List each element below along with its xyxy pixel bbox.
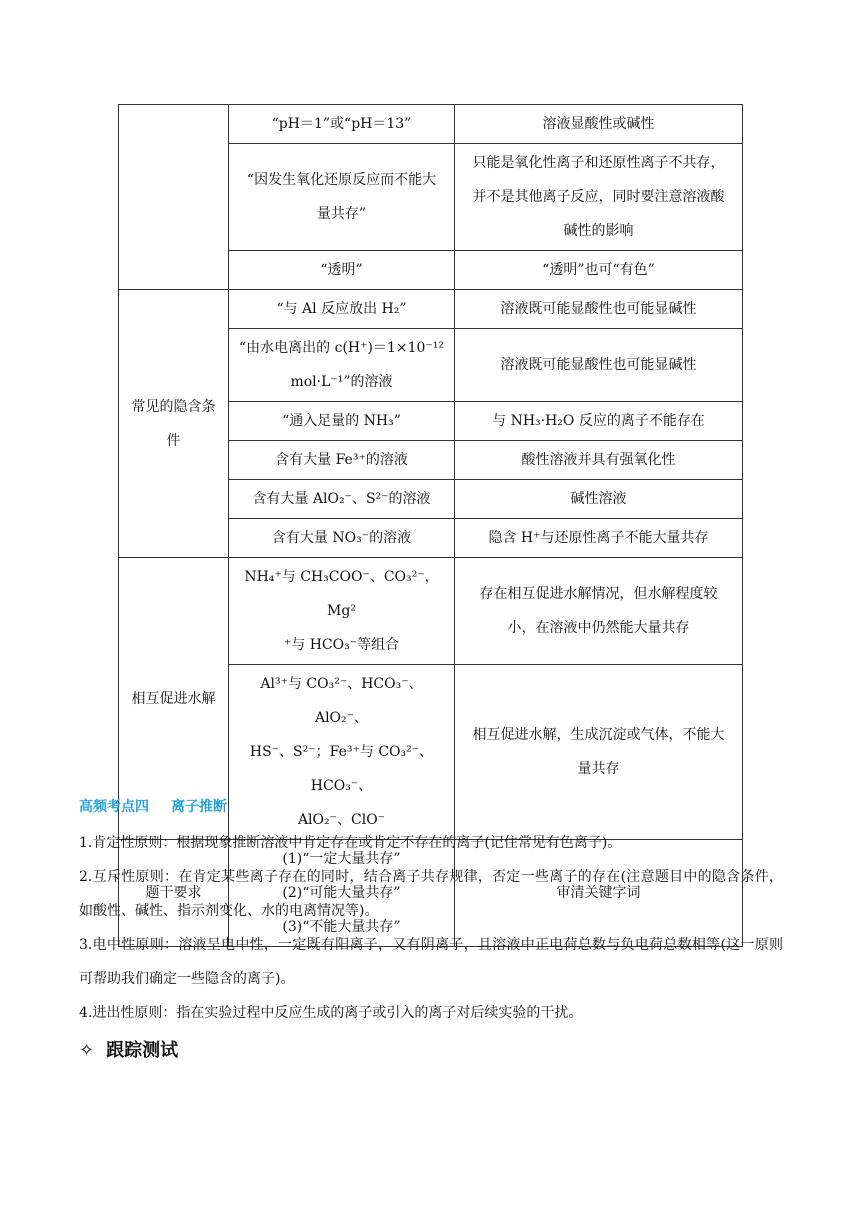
condition-text: 含有大量 Fe³⁺的溶液	[275, 452, 408, 468]
note-text: 与 NH₃·H₂O 反应的离子不能存在	[492, 413, 705, 429]
note-text: “透明”也可“有色”	[542, 262, 655, 278]
condition-cell	[229, 441, 455, 480]
tracking-test-title: 跟踪测试	[106, 1040, 179, 1061]
condition-text: NH₄⁺与 CH₃COO⁻、CO₃²⁻，Mg² ⁺与 HCO₃⁻等组合	[244, 569, 439, 653]
condition-cell	[229, 665, 455, 840]
condition-cell	[229, 329, 455, 402]
condition-text: “由水电离出的 c(H⁺)＝1×10⁻¹² mol·L⁻¹”的溶液	[238, 340, 445, 390]
condition-cell	[229, 402, 455, 441]
note-text: 存在相互促进水解情况，但水解程度较 小，在溶液中仍然能大量共存	[479, 586, 718, 636]
tracking-test-heading	[79, 1036, 178, 1062]
note-text: 溶液既可能显酸性也可能显碱性	[500, 301, 697, 317]
category-label: 相互促进水解	[131, 690, 216, 707]
condition-text: Al³⁺与 CO₃²⁻、HCO₃⁻、AlO₂⁻、 HS⁻、S²⁻；Fe³⁺与 CO₃²⁻、HCO₃⁻、 AlO₂⁻、ClO⁻	[249, 676, 434, 828]
note-text: 碱性溶液	[570, 491, 627, 507]
note-text: 溶液显酸性或碱性	[542, 116, 655, 132]
section-heading	[79, 796, 227, 816]
note-text: 审清关键字词	[556, 885, 641, 901]
condition-text: “通入足量的 NH₃”	[282, 413, 401, 429]
condition-text: “pH＝1”或“pH＝13”	[271, 116, 412, 132]
condition-text: 含有大量 AlO₂⁻、S²⁻的溶液	[252, 491, 431, 507]
condition-text: 含有大量 NO₃⁻的溶液	[271, 530, 412, 546]
diamond-star-icon: ✧	[79, 1040, 95, 1061]
note-cell	[455, 251, 743, 290]
category-label: 题干要求	[145, 885, 202, 901]
condition-cell	[229, 105, 455, 144]
note-cell	[455, 665, 743, 840]
note-cell	[455, 558, 743, 665]
note-cell	[455, 480, 743, 519]
note-text: 隐含 H⁺与还原性离子不能大量共存	[488, 530, 709, 546]
principle-paragraph: 4.进出性原则：指在实验过程中反应生成的离子或引入的离子对后续实验的干扰。	[79, 1005, 583, 1021]
condition-cell	[229, 480, 455, 519]
note-cell	[455, 519, 743, 558]
note-cell	[455, 329, 743, 402]
section-title: 离子推断	[171, 799, 227, 815]
note-cell	[455, 402, 743, 441]
note-text: 相互促进水解，生成沉淀或气体，不能大 量共存	[472, 727, 725, 777]
condition-cell	[229, 519, 455, 558]
note-cell	[455, 144, 743, 251]
principle-paragraph: 3.电中性原则：溶液呈电中性，一定既有阳离子，又有阴离子，且溶液中正电荷总数与负电荷总数相等(这一原则可帮助我们确定一些隐含的离子)。	[79, 937, 783, 987]
note-text: 只能是氧化性离子和还原性离子不共存， 并不是其他离子反应，同时要注意溶液酸 碱性的影响	[472, 155, 725, 239]
note-text: 酸性溶液并具有强氧化性	[521, 452, 676, 468]
condition-text: “透明”	[320, 262, 363, 278]
condition-text: “因发生氧化还原反应而不能大 量共存”	[246, 172, 437, 222]
table-row	[119, 558, 743, 665]
category-cell	[119, 105, 229, 290]
note-cell	[455, 290, 743, 329]
condition-text: (1)“一定大量共存” (2)“可能大量共存” (3)“不能大量共存”	[282, 851, 401, 935]
condition-cell	[229, 144, 455, 251]
ion-coexistence-table	[118, 104, 743, 947]
category-label: 常见的隐含条 件	[131, 398, 216, 449]
category-cell	[119, 290, 229, 558]
condition-text: “与 Al 反应放出 H₂”	[276, 301, 407, 317]
note-cell	[455, 441, 743, 480]
condition-cell	[229, 558, 455, 665]
principle-paragraph: 1.肯定性原则：根据现象推断溶液中肯定存在或肯定不存在的离子(记住常见有色离子)。	[79, 835, 622, 851]
section-number: 高频考点四	[79, 799, 149, 815]
table-row	[119, 290, 743, 329]
principle-paragraph: 2.互斥性原则：在肯定某些离子存在的同时，结合离子共存规律，否定一些离子的存在(注意题目中的隐含条件，如酸性、碱性、指示剂变化、水的电离情况等)。	[79, 869, 783, 919]
note-text: 溶液既可能显酸性也可能显碱性	[500, 357, 697, 373]
condition-cell	[229, 290, 455, 329]
note-cell	[455, 105, 743, 144]
condition-cell	[229, 251, 455, 290]
table-row	[119, 105, 743, 144]
